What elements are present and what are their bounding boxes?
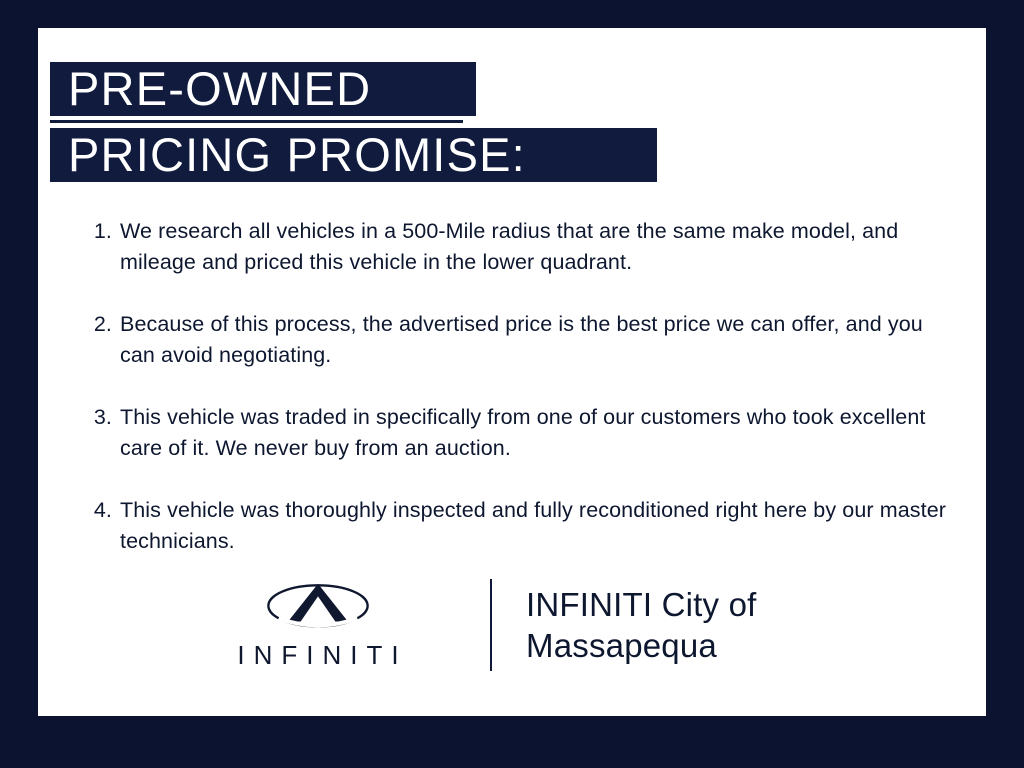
list-item: [84, 216, 954, 278]
list-item: [84, 402, 954, 464]
list-item-number: 4.: [93, 498, 112, 522]
footer-divider: [490, 579, 492, 671]
dealer-name: INFINITI City of Massapequa: [526, 586, 757, 664]
promise-card: [38, 28, 986, 716]
infiniti-logo: [168, 579, 468, 671]
heading-line-1: [38, 62, 986, 116]
list-item-text: We research all vehicles in a 500-Mile radius that are the same make model, and mileage and priced this vehicle in the lower quadrant.: [120, 219, 899, 274]
list-item: [84, 495, 954, 557]
heading-rule: [50, 120, 463, 123]
promise-list: [84, 216, 954, 588]
infiniti-emblem-icon: [262, 579, 374, 631]
heading-line-2: [38, 128, 986, 182]
list-item-number: 3.: [93, 405, 112, 429]
heading-block: [38, 62, 986, 182]
heading-title-1: PRE-OWNED: [68, 62, 372, 115]
heading-title-2: PRICING PROMISE:: [68, 128, 526, 181]
list-item-number: 2.: [93, 312, 112, 336]
list-item-text: This vehicle was traded in specifically from one of our customers who took excellent care of it. We never buy from an auction.: [120, 405, 926, 460]
footer-brand-row: [38, 570, 986, 680]
infiniti-wordmark: INFINITI: [237, 640, 408, 670]
list-item-text: This vehicle was thoroughly inspected and fully reconditioned right here by our master technicians.: [120, 498, 947, 553]
list-item-text: Because of this process, the advertised price is the best price we can offer, and you can avoid negotiating.: [120, 312, 923, 367]
list-item: [84, 309, 954, 371]
list-item-number: 1.: [93, 219, 112, 243]
